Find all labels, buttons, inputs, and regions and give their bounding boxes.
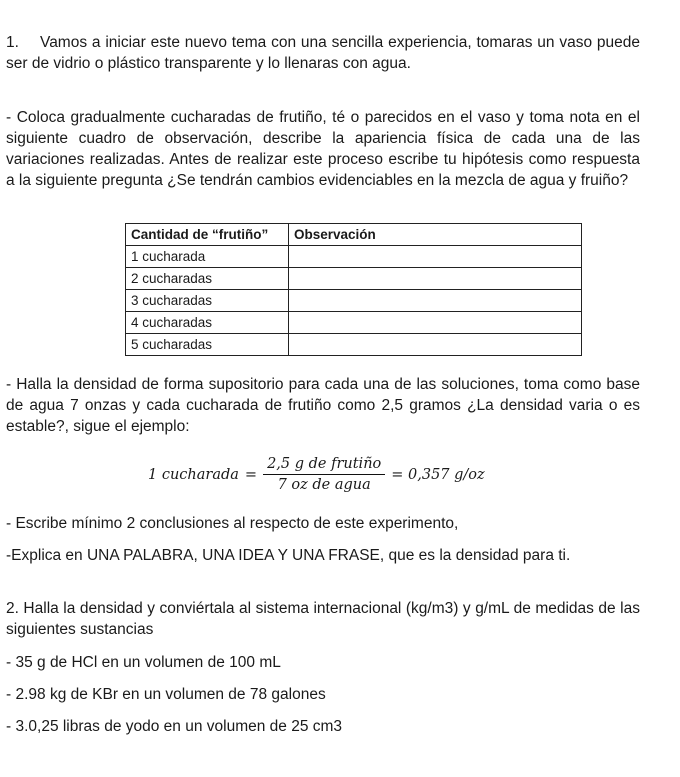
- column-header-observation: Observación: [289, 224, 582, 246]
- question-1-intro-text: Vamos a iniciar este nuevo tema con una sencilla experiencia, tomaras un vaso puede ser de vidrio o plástico transparente y lo llenaras con agua.: [6, 34, 640, 72]
- formula-fraction: [263, 456, 385, 493]
- step-4-instructions: -Explica en UNA PALABRA, UNA IDEA Y UNA FRASE, que es la densidad para ti.: [6, 547, 571, 564]
- column-header-quantity: Cantidad de “frutiño”: [126, 224, 289, 246]
- table-row: [126, 246, 582, 268]
- table-cell-quantity: 5 cucharadas: [126, 334, 289, 356]
- question-1-intro: [6, 32, 640, 74]
- step-1-instructions: - Coloca gradualmente cucharadas de frutiño, té o parecidos en el vaso y toma nota en el siguiente cuadro de observación, describe la apariencia física de cada una de las variaciones realizadas. Antes de realizar este proceso escribe tu hipótesis como respuesta a la siguiente pregunta ¿Se tendrán cambios evidenciables en la mezcla de agua y fruiño?: [6, 109, 640, 189]
- table-cell-quantity: 3 cucharadas: [126, 290, 289, 312]
- table-cell-observation: [289, 246, 582, 268]
- formula-lhs: 1 cucharada: [148, 466, 239, 483]
- list-item: - 2.98 kg de KBr en un volumen de 78 galones: [6, 686, 326, 703]
- formula-denominator: 7 oz de agua: [277, 477, 371, 493]
- table-row: [126, 334, 582, 356]
- table-cell-quantity: 1 cucharada: [126, 246, 289, 268]
- table-cell-quantity: 2 cucharadas: [126, 268, 289, 290]
- table-cell-quantity: 4 cucharadas: [126, 312, 289, 334]
- step-2-instructions: - Halla la densidad de forma supositorio para cada una de las soluciones, toma como base de agua 7 onzas y cada cucharada de frutiño como 2,5 gramos ¿La densidad varia o es estable?, sigue el ejemplo:: [6, 376, 640, 435]
- table-header-row: [126, 224, 582, 246]
- formula-numerator: 2,5 g de frutiño: [263, 456, 385, 475]
- list-item: - 3.0,25 libras de yodo en un volumen de 25 cm3: [6, 718, 343, 735]
- list-item: - 35 g de HCl en un volumen de 100 mL: [6, 654, 281, 671]
- density-formula: [148, 456, 485, 493]
- table-row: [126, 268, 582, 290]
- observation-table: [125, 223, 582, 356]
- table-row: [126, 312, 582, 334]
- table-cell-observation: [289, 334, 582, 356]
- table-cell-observation: [289, 268, 582, 290]
- table-cell-observation: [289, 312, 582, 334]
- formula-equals: =: [244, 466, 258, 483]
- question-1-number: 1.: [6, 34, 19, 51]
- step-3-instructions: - Escribe mínimo 2 conclusiones al respecto de este experimento,: [6, 515, 459, 532]
- table-cell-observation: [289, 290, 582, 312]
- table-row: [126, 290, 582, 312]
- question-2-text: 2. Halla la densidad y conviértala al sistema internacional (kg/m3) y g/mL de medidas de las siguientes sustancias: [6, 600, 640, 638]
- formula-result: = 0,357 g/oz: [391, 466, 485, 483]
